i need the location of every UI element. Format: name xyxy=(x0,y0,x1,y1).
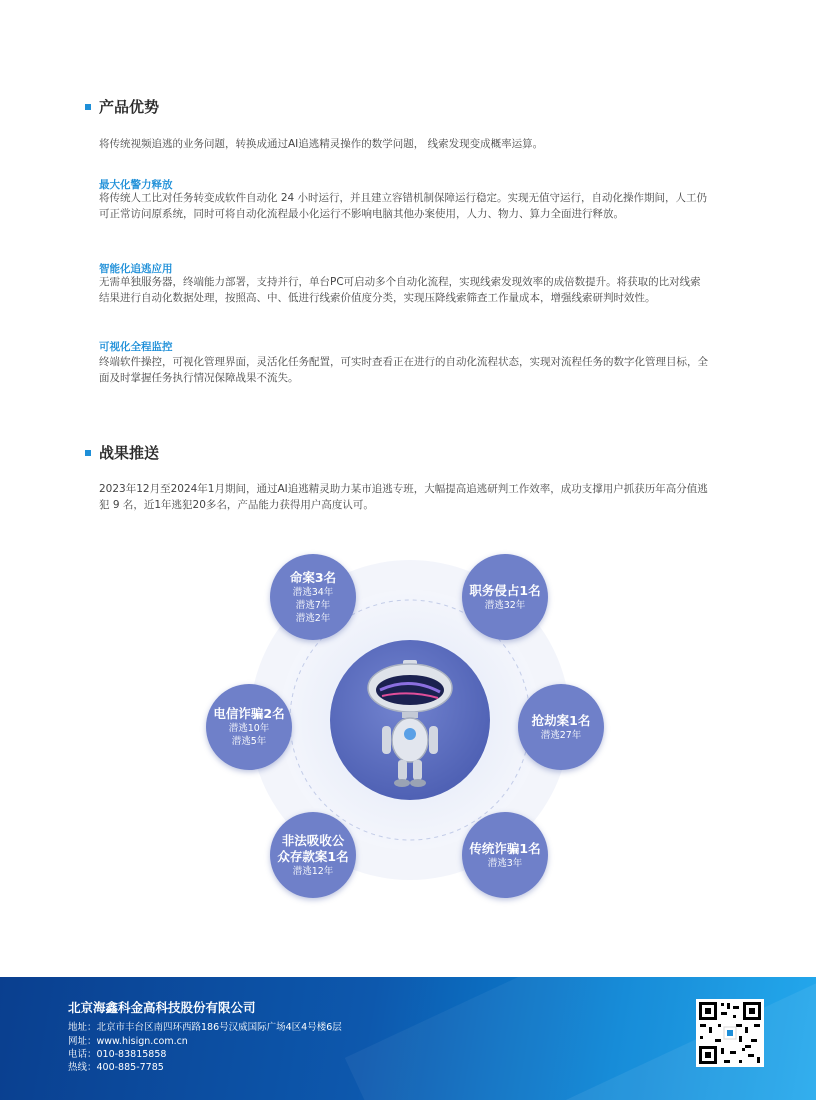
result-node-homicide xyxy=(270,554,356,640)
section-title-text: 战果推送 xyxy=(99,444,160,462)
section-title-advantages xyxy=(85,96,159,117)
node-detail: 潜逃12年 xyxy=(292,865,334,877)
result-node-embezzlement xyxy=(462,554,548,640)
result-node-robbery xyxy=(518,684,604,770)
results-diagram xyxy=(200,550,620,910)
footer-hotline: 热线：400-885-7785 xyxy=(68,1062,164,1073)
footer-address: 地址：北京市丰台区南四环西路186号汉威国际广场4区4号楼6层 xyxy=(68,1022,342,1033)
footer-company-name: 北京海鑫科金高科技股份有限公司 xyxy=(68,1000,256,1015)
node-title-line-1: 非法吸收公 xyxy=(281,832,345,848)
node-detail: 潜逃10年 xyxy=(228,723,270,734)
intro-paragraph: 将传统视频追逃的业务问题，转换成通过AI追逃精灵操作的数学问题， 线索发现变成概率运算。 xyxy=(99,138,544,150)
node-title-line-2: 众存款案1名 xyxy=(277,848,349,864)
node-title: 传统诈骗1名 xyxy=(469,840,541,856)
result-node-illegal-deposits xyxy=(270,812,356,898)
feature-text-1: 将传统人工比对任务转变成软件自动化 24 小时运行，并且建立容错机制保障运行稳定。实现无值守运行，自动化操作期间，人工仍可正常访问原系统，同时可将自动化流程最小化运行不影响电脑其他办案使用，人力、物力、算力全面进行释放。 xyxy=(99,192,708,220)
node-title: 职务侵占1名 xyxy=(469,582,541,598)
node-title: 抢劫案1名 xyxy=(531,712,591,728)
section-title-text: 产品优势 xyxy=(99,98,160,116)
footer xyxy=(0,977,816,1100)
node-detail: 潜逃2年 xyxy=(295,612,331,624)
feature-heading-3: 可视化全程监控 xyxy=(99,341,173,353)
feature-heading-2: 智能化追逃应用 xyxy=(99,263,173,275)
bullet-icon xyxy=(85,450,91,456)
feature-heading-1: 最大化警力释放 xyxy=(99,179,173,191)
qr-code-icon xyxy=(696,999,764,1067)
node-detail: 潜逃32年 xyxy=(484,599,526,611)
node-detail: 潜逃3年 xyxy=(487,857,523,869)
result-node-traditional-fraud xyxy=(462,812,548,898)
node-detail: 潜逃5年 xyxy=(231,736,267,747)
node-detail: 潜逃7年 xyxy=(295,599,331,611)
node-detail: 潜逃34年 xyxy=(292,586,334,598)
results-paragraph: 2023年12月至2024年1月期间，通过AI追逃精灵助力某市追逃专班，大幅提高追逃研判工作效率，成功支撑用户抓获历年高分值逃犯 9 名，近1年逃犯20多名，产品能力获得用户高度认可。 xyxy=(99,483,708,511)
bullet-icon xyxy=(85,104,91,110)
section-title-results xyxy=(85,442,159,463)
feature-text-3: 终端软件操控，可视化管理界面，灵活化任务配置，可实时查看正在进行的自动化流程状态，实现对流程任务的数字化管理目标，全面及时掌握任务执行情况保障战果不流失。 xyxy=(99,356,708,384)
node-detail: 潜逃27年 xyxy=(540,729,582,741)
node-title: 命案3名 xyxy=(289,569,337,585)
node-title: 电信诈骗2名 xyxy=(213,706,285,721)
feature-text-2: 无需单独服务器，终端能力部署，支持并行，单台PC可启动多个自动化流程，实现线索发现效率的成倍数提升。将获取的比对线索结果进行自动化数据处理，按照高、中、低进行线索价值度分类，实现压降线索筛查工作量成本，增强线索研判时效性。 xyxy=(99,276,701,304)
footer-phone: 电话：010-83815858 xyxy=(68,1049,167,1060)
result-node-telecom-fraud xyxy=(206,684,292,770)
footer-website[interactable]: 网址：www.hisign.com.cn xyxy=(68,1036,188,1047)
